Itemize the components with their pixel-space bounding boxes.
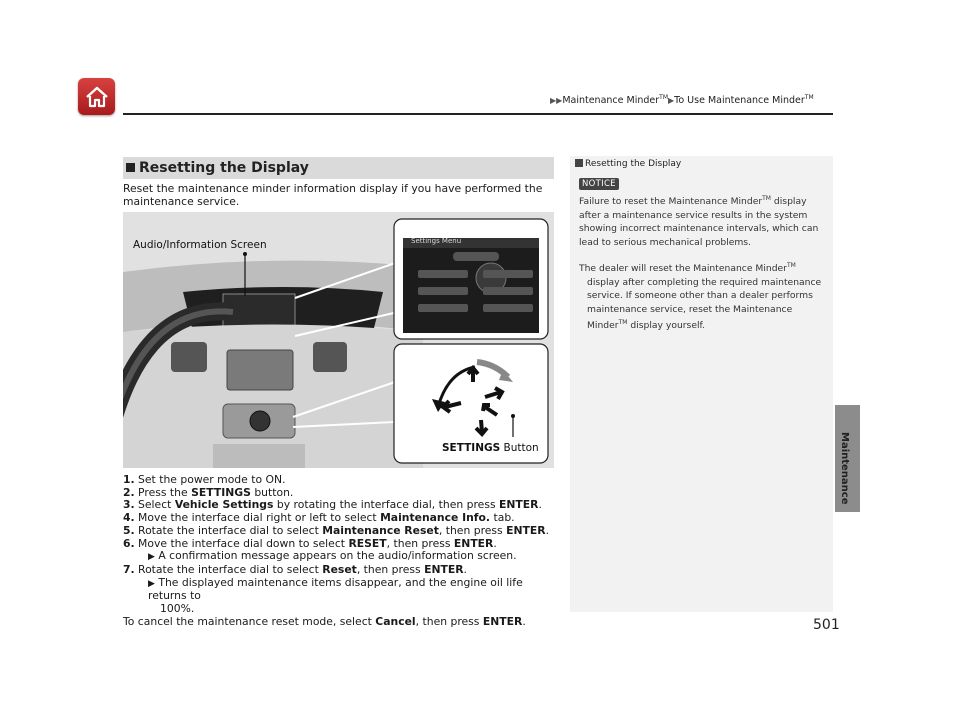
step-6: 6. Move the interface dial down to select RESET, then press ENTER.	[123, 536, 497, 550]
breadcrumb-item-to-use[interactable]: To Use Maintenance Minder	[674, 95, 805, 107]
header-rule	[123, 113, 833, 115]
notice-text: Failure to reset the Maintenance Minder™ display after a maintenance service results in the system showing incorrect maintenance intervals, which can lead to serious mechanical problems.	[579, 195, 819, 248]
screen-menu-title: Settings Menu	[411, 237, 462, 245]
audio-screen-label: Audio/Information Screen	[133, 239, 267, 251]
section-heading	[123, 157, 554, 179]
section-title: Resetting the Display	[139, 160, 309, 176]
result-arrow-icon: ▶	[148, 578, 155, 589]
section-marker-icon	[126, 163, 135, 172]
dashboard-illustration	[123, 212, 554, 468]
trademark: TM	[659, 94, 668, 101]
trademark: TM	[804, 94, 814, 101]
intro-paragraph: Reset the maintenance minder information display if you have performed the maintenance service.	[123, 182, 543, 208]
note-marker-icon	[575, 159, 583, 167]
step-3: 3. Select Vehicle Settings by rotating the interface dial, then press ENTER.	[123, 498, 542, 512]
step-7: 7. Rotate the interface dial to select Reset, then press ENTER.	[123, 562, 467, 576]
page-number: 501	[813, 617, 840, 633]
result-arrow-icon: ▶	[148, 552, 155, 563]
breadcrumb	[550, 94, 814, 106]
home-icon	[84, 85, 110, 109]
note-title-text: Resetting the Display	[585, 159, 682, 169]
step-1: 1. Set the power mode to ON.	[123, 473, 286, 486]
steps-list	[123, 474, 563, 628]
step-5: 5. Rotate the interface dial to select Maintenance Reset, then press ENTER.	[123, 523, 550, 537]
home-button[interactable]	[78, 78, 115, 115]
step-2: 2. Press the SETTINGS button.	[123, 485, 294, 499]
cancel-instruction: To cancel the maintenance reset mode, select Cancel, then press ENTER.	[123, 614, 526, 628]
breadcrumb-arrow-icon: ▶▶	[550, 96, 563, 106]
breadcrumb-arrow-icon: ▶	[668, 96, 675, 106]
step-7-result: ▶ The displayed maintenance items disappear, and the engine oil life returns to	[148, 575, 523, 603]
dealer-note-text: The dealer will reset the Maintenance Minder™ display after completing the required maintenance service. If someone other than a dealer performs maintenance service, reset the Maintenance Minder™ display yourself.	[579, 262, 822, 332]
step-4: 4. Move the interface dial right or left to select Maintenance Info. tab.	[123, 511, 515, 525]
notice-badge: NOTICE	[579, 178, 619, 190]
settings-button-label: SETTINGS Button	[442, 442, 539, 454]
step-7-result-cont: 100%.	[160, 602, 195, 616]
breadcrumb-item-maintenance-minder[interactable]: Maintenance Minder	[562, 95, 660, 107]
step-6-result: ▶ A confirmation message appears on the audio/information screen.	[148, 549, 517, 563]
chapter-tab-label: Maintenance	[839, 432, 850, 505]
note-title	[575, 159, 681, 169]
